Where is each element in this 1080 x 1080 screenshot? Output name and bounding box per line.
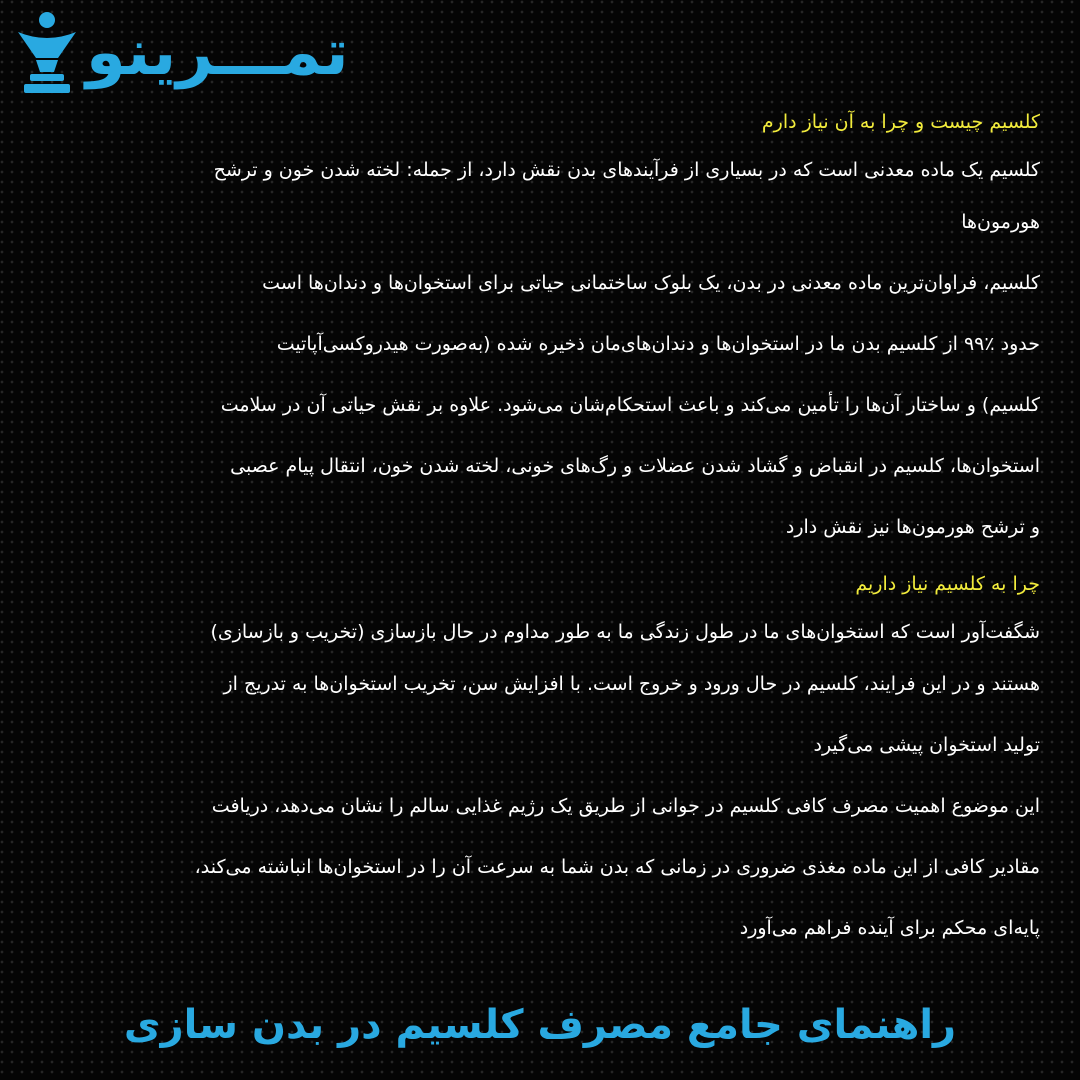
chess-pawn-trophy-icon (12, 10, 82, 96)
paragraph-line: کلسیم یک ماده معدنی است که در بسیاری از فرآیندهای بدن نقش دارد، از جمله: لخته شدن خون و ترشح (213, 159, 1040, 181)
paragraph-line: هستند و در این فرایند، کلسیم در حال ورود و خروج است. با افزایش سن، تخریب استخوان‌ها به تدریج از (223, 673, 1040, 695)
paragraph-line: مقادیر کافی از این ماده مغذی ضروری در زمانی که بدن شما به سرعت آن را در استخوان‌ها انباشته می‌کند، (194, 856, 1040, 878)
paragraph-line: پایه‌ای محکم برای آینده فراهم می‌آورد (739, 917, 1040, 939)
article-body (40, 96, 1040, 959)
paragraph-line: و ترشح هورمون‌ها نیز نقش دارد (785, 516, 1040, 538)
section-heading-what-is-calcium: کلسیم چیست و چرا به آن نیاز دارم (761, 111, 1040, 133)
paragraph-line: حدود ٪۹۹ از کلسیم بدن ما در استخوان‌ها و دندان‌های‌مان ذخیره شده (به‌صورت هیدروکسی‌آپاتیت (276, 333, 1040, 355)
paragraph-line: کلسیم) و ساختار آن‌ها را تأمین می‌کند و باعث استحکام‌شان می‌شود. علاوه بر نقش حیاتی آن در سلامت (220, 394, 1040, 416)
paragraph-line: این موضوع اهمیت مصرف کافی کلسیم در جوانی از طریق یک رژیم غذایی سالم را نشان می‌دهد، دریافت (211, 795, 1040, 817)
paragraph-line: شگفت‌آور است که استخوان‌های ما در طول زندگی ما به طور مداوم در حال بازسازی (تخریب و بازسازی) (210, 621, 1040, 643)
section-heading-why-calcium: چرا به کلسیم نیاز داریم (855, 573, 1040, 595)
footer-title: راهنمای جامع مصرف کلسیم در بدن سازی (123, 1002, 957, 1048)
brand-wordmark: تمـــرینو (86, 16, 349, 90)
paragraph-line: کلسیم، فراوان‌ترین ماده معدنی در بدن، یک بلوک ساختمانی حیاتی برای استخوان‌ها و دندان‌ها است (262, 272, 1040, 294)
brand-logo (12, 10, 442, 96)
paragraph-line: هورمون‌ها (961, 211, 1040, 233)
paragraph-line: تولید استخوان پیشی می‌گیرد (813, 734, 1040, 756)
paragraph-line: استخوان‌ها، کلسیم در انقباض و گشاد شدن عضلات و رگ‌های خونی، لخته شدن خون، انتقال پیام عصبی (230, 455, 1040, 477)
